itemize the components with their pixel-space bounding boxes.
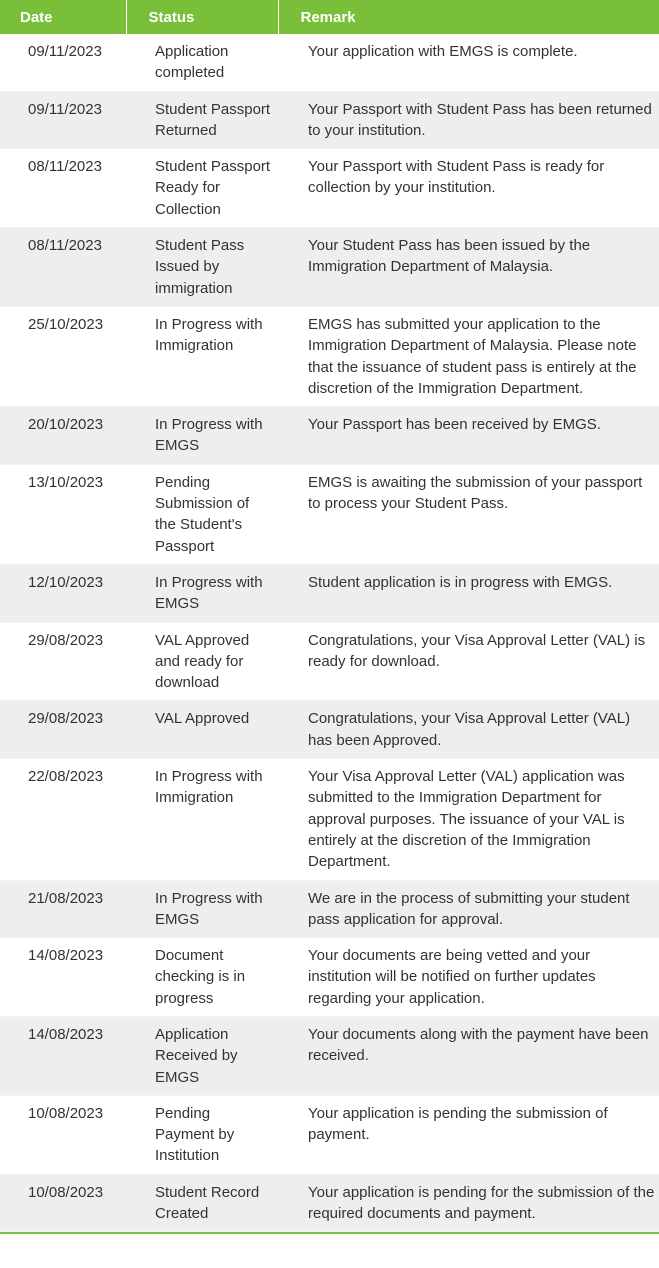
status-cell: In Progress with EMGS (126, 407, 278, 465)
table-row (0, 228, 659, 307)
table-row (0, 1016, 659, 1095)
table-row (0, 1174, 659, 1232)
remark-cell: Your Passport has been received by EMGS. (278, 407, 659, 465)
remark-cell: Your documents are being vetted and your institution will be notified on further updates regarding your application. (278, 938, 659, 1017)
table-body (0, 34, 659, 1232)
table-row (0, 1095, 659, 1174)
table-row (0, 701, 659, 759)
remark-cell: We are in the process of submitting your student pass application for approval. (278, 880, 659, 938)
remark-cell: EMGS has submitted your application to the Immigration Department of Malaysia. Please note that the issuance of student pass is entirely at the discretion of the Immigration Department. (278, 306, 659, 406)
remark-cell: Your application with EMGS is complete. (278, 34, 659, 91)
date-cell: 09/11/2023 (0, 91, 126, 149)
table-row (0, 306, 659, 406)
status-cell: In Progress with EMGS (126, 880, 278, 938)
column-header-status: Status (126, 0, 278, 34)
table-row (0, 880, 659, 938)
date-cell: 20/10/2023 (0, 407, 126, 465)
table-row (0, 91, 659, 149)
status-cell: Application completed (126, 34, 278, 91)
status-cell: VAL Approved (126, 701, 278, 759)
status-cell: Pending Submission of the Student's Passport (126, 464, 278, 564)
date-cell: 14/08/2023 (0, 938, 126, 1017)
table-row (0, 464, 659, 564)
date-cell: 22/08/2023 (0, 759, 126, 880)
date-cell: 10/08/2023 (0, 1095, 126, 1174)
column-header-date: Date (0, 0, 126, 34)
date-cell: 12/10/2023 (0, 564, 126, 622)
status-cell: Student Record Created (126, 1174, 278, 1232)
remark-cell: Your documents along with the payment have been received. (278, 1016, 659, 1095)
remark-cell: Congratulations, your Visa Approval Letter (VAL) is ready for download. (278, 622, 659, 701)
date-cell: 09/11/2023 (0, 34, 126, 91)
table-row (0, 622, 659, 701)
table-row (0, 149, 659, 228)
date-cell: 21/08/2023 (0, 880, 126, 938)
remark-cell: Your Passport with Student Pass is ready for collection by your institution. (278, 149, 659, 228)
date-cell: 10/08/2023 (0, 1174, 126, 1232)
remark-cell: EMGS is awaiting the submission of your passport to process your Student Pass. (278, 464, 659, 564)
table-header-row (0, 0, 659, 34)
remark-cell: Your application is pending the submission of payment. (278, 1095, 659, 1174)
status-cell: Application Received by EMGS (126, 1016, 278, 1095)
date-cell: 08/11/2023 (0, 228, 126, 307)
status-cell: Student Passport Returned (126, 91, 278, 149)
remark-cell: Your Visa Approval Letter (VAL) application was submitted to the Immigration Department for approval purposes. The issuance of your VAL is entirely at the discretion of the Immigration Department. (278, 759, 659, 880)
date-cell: 14/08/2023 (0, 1016, 126, 1095)
table-row (0, 564, 659, 622)
date-cell: 08/11/2023 (0, 149, 126, 228)
remark-cell: Congratulations, your Visa Approval Letter (VAL) has been Approved. (278, 701, 659, 759)
status-cell: Student Passport Ready for Collection (126, 149, 278, 228)
status-cell: VAL Approved and ready for download (126, 622, 278, 701)
remark-cell: Your Student Pass has been issued by the Immigration Department of Malaysia. (278, 228, 659, 307)
status-cell: Student Pass Issued by immigration (126, 228, 278, 307)
status-cell: Document checking is in progress (126, 938, 278, 1017)
table-row (0, 759, 659, 880)
date-cell: 13/10/2023 (0, 464, 126, 564)
table-row (0, 407, 659, 465)
date-cell: 29/08/2023 (0, 622, 126, 701)
status-cell: In Progress with Immigration (126, 759, 278, 880)
status-cell: Pending Payment by Institution (126, 1095, 278, 1174)
date-cell: 29/08/2023 (0, 701, 126, 759)
remark-cell: Your Passport with Student Pass has been returned to your institution. (278, 91, 659, 149)
table-row (0, 938, 659, 1017)
date-cell: 25/10/2023 (0, 306, 126, 406)
status-cell: In Progress with EMGS (126, 564, 278, 622)
status-cell: In Progress with Immigration (126, 306, 278, 406)
table-row (0, 34, 659, 91)
remark-cell: Student application is in progress with EMGS. (278, 564, 659, 622)
table-header (0, 0, 659, 34)
column-header-remark: Remark (278, 0, 659, 34)
remark-cell: Your application is pending for the submission of the required documents and payment. (278, 1174, 659, 1232)
